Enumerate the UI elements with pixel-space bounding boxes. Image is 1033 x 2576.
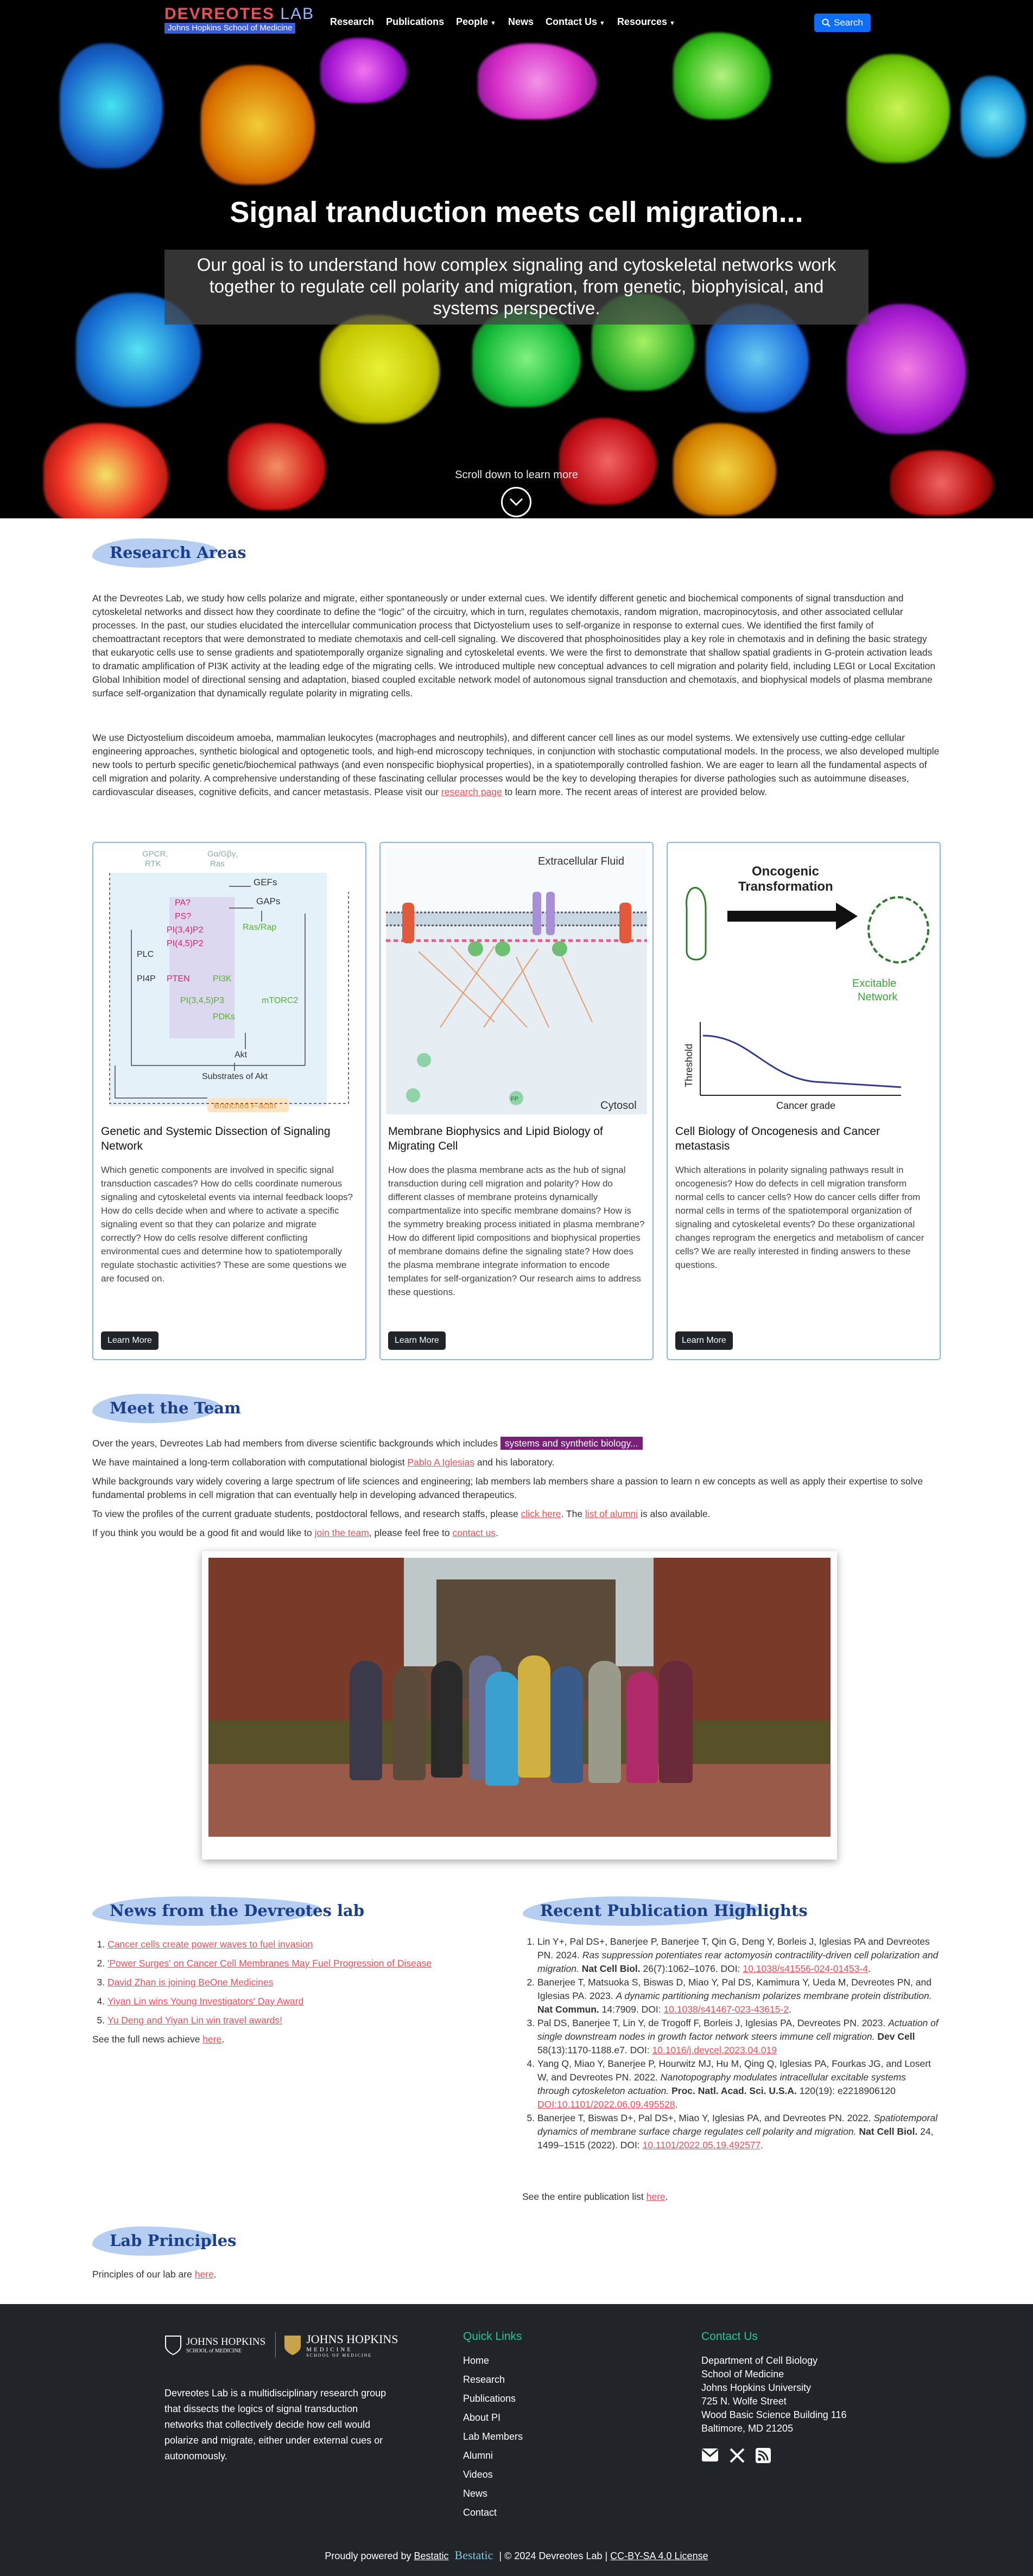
svg-text:GEFs: GEFs (254, 877, 277, 887)
section-title: Recent Publication Highlights (540, 1901, 808, 1920)
oncogenesis-diagram (673, 848, 934, 1114)
svg-text:PA?: PA? (175, 898, 191, 908)
doi-link[interactable]: 10.1101/2022.05.19.492577 (642, 2140, 761, 2150)
team-line-3: While backgrounds vary widely covering a large spectrum of life sciences and engineering; lab members lab members share a passion to learn n ew concepts as well as apply their expertise to solve fundamental problems in cell migration that can eventually help in developing advanced therapeutics. (92, 1476, 923, 1500)
email-icon[interactable] (701, 2448, 719, 2462)
news-link[interactable]: David Zhan is joining BeOne Medicines (107, 1977, 274, 1988)
diagram-label: GPCR, (142, 849, 168, 859)
svg-text:Threshold: Threshold (683, 1043, 694, 1087)
learn-more-button[interactable]: Learn More (675, 1331, 733, 1350)
svg-text:Oncogenic: Oncogenic (752, 864, 820, 879)
nav-people[interactable]: People ▼ (456, 16, 496, 27)
caret-down-icon: ▼ (669, 20, 675, 27)
research-card-oncogenesis (667, 842, 941, 1360)
learn-more-button[interactable]: Learn More (388, 1331, 446, 1350)
brand-name: DEVREOTES (164, 5, 275, 23)
footer-link-lab-members[interactable]: Lab Members (463, 2431, 523, 2442)
svg-text:GAPs: GAPs (256, 896, 281, 906)
search-button[interactable] (814, 14, 871, 32)
nav-publications[interactable]: Publications (386, 16, 445, 27)
pubs-list-line: See the entire publication list here. (522, 2191, 668, 2202)
publication-item: 5. Banerjee T, Biswas D+, Pal DS+, Miao Y, Iglesias PA, and Devreotes PN. 2022. Spatiotemporal dynamics of membrane surface charge regulates cell polarity and migration. Nat Cell Biol. 24, 1499–1515 (2022). DOI: 10.1101/2022.05.19.492577. (537, 2111, 940, 2152)
brand-lab: LAB (275, 5, 315, 23)
rotating-tag: systems and synthetic biology... (500, 1437, 643, 1450)
hero-subtitle: Our goal is to understand how complex signaling and cytoskeletal networks work together to regulate cell polarity and migration, from genetic, biophyisical, and systems perspective. (197, 255, 836, 318)
svg-text:Gα/Gβγ,: Gα/Gβγ, (207, 849, 238, 859)
brand-subtitle: Johns Hopkins School of Medicine (164, 23, 295, 34)
svg-text:mTORC2: mTORC2 (262, 996, 299, 1005)
bestatic-link[interactable]: Bestatic (414, 2550, 449, 2561)
rss-icon[interactable] (756, 2448, 771, 2463)
svg-text:PI(3,4)P2: PI(3,4)P2 (167, 925, 204, 935)
nav-news[interactable]: News (508, 16, 534, 27)
doi-link[interactable]: DOI:10.1101/2022.06.09.495528 (537, 2099, 675, 2110)
team-line-4: To view the profiles of the current graduate students, postdoctoral fellows, and research staffs, please click here. The list of alumni is also available. (92, 1508, 711, 1519)
section-title: Lab Principles (110, 2231, 237, 2250)
hero-subtitle-box (164, 250, 869, 325)
doi-link[interactable]: 10.1038/s41467-023-43615-2 (663, 2004, 789, 2015)
svg-text:PI(3,4,5)P3: PI(3,4,5)P3 (180, 996, 224, 1005)
footer-link-about-pi[interactable]: About PI (463, 2412, 501, 2423)
news-item (107, 2011, 472, 2030)
svg-text:Ras/Rap: Ras/Rap (243, 923, 277, 932)
footer-link-research[interactable]: Research (463, 2374, 505, 2385)
team-line-1: Over the years, Devreotes Lab had members from diverse scientific backgrounds which includes systems and synthetic biology... (92, 1437, 941, 1450)
profiles-link[interactable]: click here (521, 1508, 561, 1519)
chevron-down-icon (509, 498, 523, 506)
nav-menu (330, 16, 675, 28)
membrane-diagram (386, 848, 647, 1114)
hero-banner (0, 0, 1033, 518)
news-archive-line: See the full news achieve here. (92, 2034, 225, 2045)
principles-line: Principles of our lab are here. (92, 2269, 217, 2280)
svg-text:Substrates of Akt: Substrates of Akt (202, 1072, 268, 1081)
nav-research[interactable]: Research (330, 16, 375, 27)
svg-text:Cytosol: Cytosol (600, 1100, 637, 1112)
research-card-membrane (379, 842, 654, 1360)
join-team-link[interactable]: join the team (314, 1527, 369, 1538)
x-twitter-icon[interactable] (730, 2448, 745, 2463)
footer-logos (164, 2332, 398, 2358)
navbar (0, 0, 1033, 47)
news-item (107, 1954, 472, 1973)
svg-text:PDKs: PDKs (213, 1012, 235, 1021)
publication-item: 3. Pal DS, Banerjee T, Lin Y, de Trogoff F, Borleis J, Iglesias PA, Devreotes PN. 2023. Actuation of single downstream nodes in growth factor network steers immune cell migration. Dev Cell 58(13):1170-1188.e7. DOI: 10.1016/j.devcel.2023.04.019 (537, 2016, 940, 2057)
footer-about: Devreotes Lab is a multidisciplinary research group that dissects the logics of signal transduction networks that collectively decide how cell would polarize and migrate, either under external cues or autonomously. (164, 2388, 386, 2461)
news-link[interactable]: Yu Deng and Yiyan Lin win travel awards! (107, 2015, 282, 2026)
svg-text:Cancer grade: Cancer grade (776, 1100, 836, 1111)
scroll-hint: Scroll down to learn more (455, 469, 578, 481)
search-label: Search (834, 17, 863, 28)
card-text: How does the plasma membrane acts as the hub of signal transduction during cell migration and polarity? How do different classes of membrane proteins dynamically compartmentalize into specific membrane domains? How is the symmetry breaking process initiated in plasma membrane? How do different lipid compositions and biophysical properties of membrane domains define the signaling state? How does the plasma membrane integrate information to encode templates for self-organization? Our research aims to address these questions. (388, 1165, 645, 1297)
svg-text:RTK: RTK (145, 859, 161, 868)
news-list (92, 1935, 472, 2030)
research-intro: At the Devreotes Lab, we study how cells polarize and migrate, either spontaneously or under external cues. We identify different genetic and biochemical components of signal transduction and cytoskeletal networks and dissect how they coordinate to define the “logic” of the circuitry, which in turn, regulates chemotaxis, random migration, macropinocytosis, and other associated cellular processes. In the past, our studies elucidated the intercellular communication process that Dictyostelium uses to self-organize in response to external cues. We identified the first family of chemoattractant receptors that were demonstrated to mediate chemotaxis and cell-cell signaling. We discovered that phosphoinositides play a key role in chemotaxis and in defining the basic strategy that eukaryotic cells use to sense gradients and spatiotemporally organize signaling and cytoskeletal events. We were the first to demonstrate that shallow spatial gradients in G-protein activation leads to dramatic amplification of PI3K activity at the leading edge of the migrating cells. We introduced multiple new conceptual advances to cell migration and polarity field, including LEGI or Local Excitation Global Inhibition model of directional sensing and adaptation, biased coupled excitable network model of autonomous signal transduction and chemotaxis, and biophysical models of plasma membrane surface self-organization that dynamically regulate polarity in migrating cells. (92, 593, 936, 699)
footer-link-alumni[interactable]: Alumni (463, 2450, 493, 2461)
card-text: Which alterations in polarity signaling pathways result in oncogenesis? How do defects in cell migration transform normal cells to cancer cells? How do cancer cells differ from normal cells in terms of the spatiotemporal organization of signaling and cytoskeletal events? Do these organizational changes reprogram the energetics and metabolism of cancer cells? We are really interested in finding answers to these questions. (675, 1165, 924, 1270)
section-title: News from the Devreotes lab (110, 1901, 365, 1920)
publication-item: 1. Lin Y+, Pal DS+, Banerjee P, Banerjee T, Qin G, Deng Y, Borleis J, Iglesias PA and Devreotes PN. 2024. Ras suppression potentiates rear actomyosin contractility-driven cell polarization and migration. Nat Cell Biol. 26(7):1062–1076. DOI: 10.1038/s41556-024-01453-4. (537, 1935, 940, 1976)
cell-image (961, 76, 1026, 157)
search-icon (822, 18, 831, 27)
cell-image (320, 315, 440, 423)
iglesias-link[interactable]: Pablo A Iglesias (407, 1457, 474, 1468)
signaling-network-diagram (99, 848, 360, 1114)
card-title: Membrane Biophysics and Lipid Biology of Migrating Cell (388, 1125, 603, 1152)
footer-link-publications[interactable]: Publications (463, 2393, 516, 2404)
learn-more-button[interactable]: Learn More (101, 1331, 159, 1350)
footer-bottom: Proudly powered by Bestatic Bestatic | © 2024 Devreotes Lab | CC-BY-SA 4.0 License (325, 2548, 708, 2562)
doi-link[interactable]: 10.1016/j.devcel.2023.04.019 (652, 2045, 777, 2055)
team-line-2: We have maintained a long-term collaboration with computational biologist Pablo A Iglesias and his laboratory. (92, 1457, 555, 1468)
research-models: We use Dictyostelium discoideum amoeba, mammalian leukocytes (macrophages and neutrophils), and different cancer cell lines as our model systems. We extensively use cutting-edge cellular engineering approaches, synthetic biological and optogenetic tools, and high-end microscopy techniques, in conjunction with stochastic computational models. In the process, we also developed multiple new tools to perturb specific genetic/biochemical pathways (and even nonspecific biophysical properties), in a spatiotemporally controlled fashion. We are eager to learn all the fundamental aspects of cell migration and polarity. A comprehensive understanding of these fascinating cellular processes would be the key to developing therapies for diverse pathologies such as autoimmune diseases, cardiovascular diseases, cognitive deficits, and cancer metastasis. Please visit our research page to learn more. The recent areas of interest are provided below. (92, 732, 940, 797)
publication-item: 2. Banerjee T, Matsuoka S, Biswas D, Miao Y, Pal DS, Kamimura Y, Ueda M, Devreotes PN, and Iglesias PA. 2023. A dynamic partitioning mechanism polarizes membrane protein distribution. Nat Commun. 14:7909. DOI: 10.1038/s41467-023-43615-2. (537, 1976, 940, 2016)
doi-link[interactable]: 10.1038/s41556-024-01453-4 (743, 1963, 868, 1974)
principles-heading (99, 2224, 237, 2257)
svg-text:PLC: PLC (137, 950, 154, 959)
brand-logo[interactable] (164, 5, 314, 34)
svg-text:Transformation: Transformation (738, 879, 833, 894)
news-archive-link[interactable]: here (202, 2034, 222, 2045)
svg-text:Network: Network (858, 991, 898, 1003)
nav-contact[interactable]: Contact Us ▼ (546, 16, 605, 27)
team-photo (208, 1558, 831, 1837)
nav-resources[interactable]: Resources ▼ (617, 16, 675, 27)
social-icons (701, 2448, 771, 2463)
contact-us-link[interactable]: contact us (452, 1527, 496, 1538)
card-title: Cell Biology of Oncogenesis and Cancer metastasis (675, 1125, 880, 1152)
publication-list (522, 1935, 940, 2152)
research-heading (99, 536, 246, 569)
news-heading (99, 1894, 364, 1927)
svg-text:Ras: Ras (210, 859, 225, 868)
footer-link-news[interactable]: News (463, 2488, 488, 2499)
team-photo-frame (202, 1551, 837, 1860)
alumni-link[interactable]: list of alumni (585, 1508, 638, 1519)
svg-text:PTEN: PTEN (167, 974, 190, 984)
contact-address: Department of Cell Biology School of Medicine Johns Hopkins University 725 N. Wolfe Street Wood Basic Science Building 116 Baltimore, MD 21205 (701, 2355, 847, 2434)
quick-links-title: Quick Links (463, 2330, 522, 2343)
news-item (107, 1935, 472, 1954)
svg-text:Extracellular Fluid: Extracellular Fluid (538, 855, 624, 867)
scroll-down-button[interactable] (501, 487, 531, 517)
cell-image (201, 65, 315, 185)
license-link[interactable]: CC-BY-SA 4.0 License (610, 2550, 708, 2561)
footer-link-home[interactable]: Home (463, 2355, 490, 2366)
caret-down-icon: ▼ (599, 20, 605, 27)
cell-image (228, 423, 326, 510)
news-item (107, 1973, 472, 1992)
quick-links (463, 2351, 523, 2522)
section-title: Research Areas (110, 543, 246, 562)
bestatic-logo: Bestatic (454, 2548, 493, 2562)
shield-icon (164, 2335, 182, 2356)
news-item (107, 1992, 472, 2011)
footer (0, 2304, 1033, 2576)
svg-text:PI3K: PI3K (213, 974, 232, 984)
jh-medicine-logo: JOHNS HOPKINS MEDICINE SCHOOL OF MEDICINE (275, 2332, 398, 2358)
footer-link-videos[interactable]: Videos (463, 2469, 493, 2480)
card-title: Genetic and Systemic Dissection of Signaling Network (101, 1125, 331, 1152)
news-link[interactable]: Yiyan Lin wins Young Investigators' Day Award (107, 1996, 304, 2007)
pubs-heading (529, 1894, 808, 1927)
team-line-5: If you think you would be a good fit and would like to join the team, please feel free to contact us. (92, 1527, 499, 1538)
news-link[interactable]: Cancer cells create power waves to fuel invasion (107, 1939, 313, 1950)
cell-image (847, 54, 950, 163)
team-heading (99, 1392, 241, 1424)
publication-item: 4. Yang Q, Miao Y, Banerjee P, Hourwitz MJ, Hu M, Qing Q, Iglesias PA, Fourkas JG, and Losert W, and Devreotes PN. 2022. Nanotopography modulates intracellular excitable systems through cytoskeleton actuation. Proc. Natl. Acad. Sci. U.S.A. 120(19): e2218906120 DOI:10.1101/2022.06.09.495528. (537, 2057, 940, 2111)
svg-text:FP: FP (511, 1096, 519, 1102)
research-page-link[interactable]: research page (441, 786, 502, 797)
cell-image (559, 418, 657, 505)
principles-link[interactable]: here (194, 2269, 214, 2280)
shield-icon (283, 2334, 302, 2356)
card-text: Which genetic components are involved in specific signal transduction cascades? How do cells coordinate numerous signaling and cytoskeletal events via internal feedback loops? How do cells decide when and where to activate a specific signaling event so that they can polarize and migrate correctly? How do cells resolve different conflicting environmental cues and determine how to spatiotemporally regulate stochastic activities? These are some questions we are focused on. (101, 1165, 353, 1284)
footer-link-contact[interactable]: Contact (463, 2507, 497, 2518)
caret-down-icon: ▼ (490, 20, 496, 27)
research-card-signaling (92, 842, 366, 1360)
svg-text:PI4P: PI4P (137, 974, 156, 984)
contact-title: Contact Us (701, 2330, 758, 2343)
pubs-list-link[interactable]: here (646, 2191, 666, 2202)
svg-text:Excitable: Excitable (852, 978, 897, 989)
svg-text:PS?: PS? (175, 912, 192, 921)
section-title: Meet the Team (110, 1399, 241, 1417)
cell-image (478, 43, 597, 119)
news-link[interactable]: 'Power Surges' on Cancer Cell Membranes May Fuel Progression of Disease (107, 1958, 432, 1969)
hero-title: Signal tranduction meets cell migration... (230, 196, 803, 229)
cell-image (890, 451, 993, 516)
svg-text:PI(4,5)P2: PI(4,5)P2 (167, 939, 204, 948)
svg-text:Branched F-actin: Branched F-actin (214, 1101, 276, 1111)
jhu-som-logo: JOHNS HOPKINS SCHOOL of MEDICINE (164, 2335, 265, 2356)
svg-text:Akt: Akt (235, 1050, 248, 1059)
cell-image (320, 38, 407, 103)
cell-image (60, 43, 163, 168)
